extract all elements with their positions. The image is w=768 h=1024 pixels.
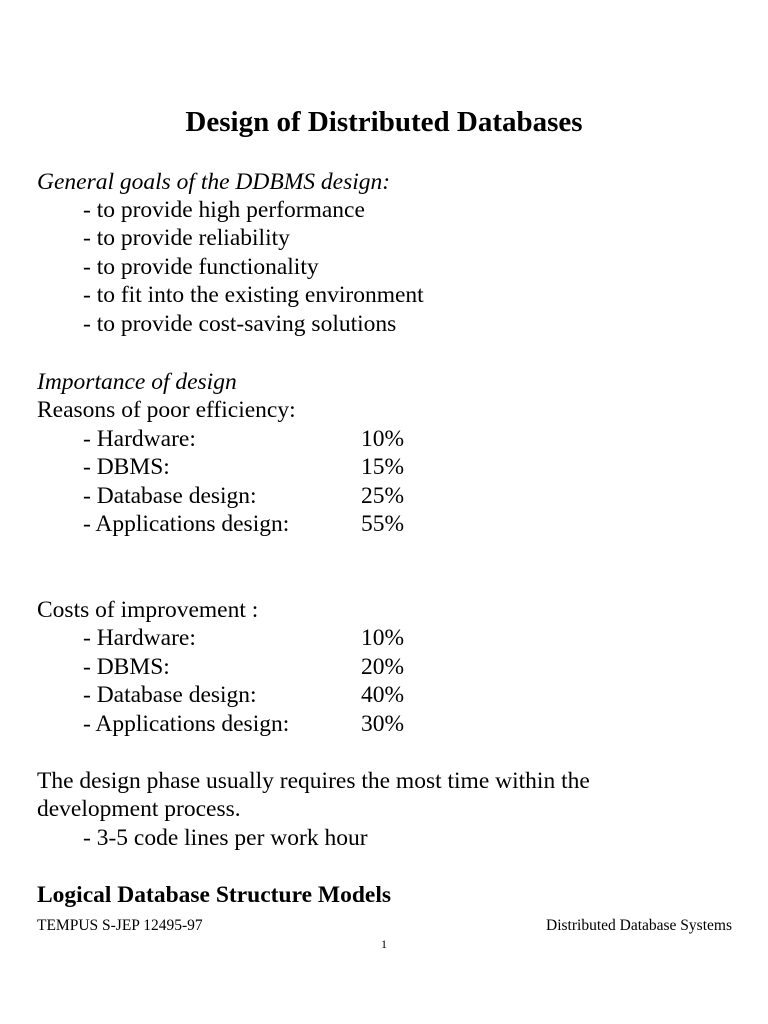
cost-row-label: - DBMS: <box>83 654 170 680</box>
goal-item: - to provide functionality <box>83 254 319 280</box>
efficiency-row-label: - DBMS: <box>83 454 170 480</box>
costs-heading: Costs of improvement : <box>37 597 259 623</box>
efficiency-row-label: - Database design: <box>83 483 257 509</box>
design-phase-text: development process. <box>37 796 241 822</box>
page-number: 1 <box>381 937 387 951</box>
efficiency-row-label: - Hardware: <box>83 426 196 452</box>
cost-row-value: 10% <box>361 625 405 651</box>
cost-row-value: 40% <box>361 682 405 708</box>
importance-subheading: Reasons of poor efficiency: <box>37 397 296 423</box>
cost-row-label: - Applications design: <box>83 711 290 737</box>
goal-item: - to fit into the existing environment <box>83 282 424 308</box>
efficiency-row-value: 25% <box>361 483 405 509</box>
page-title: Design of Distributed Databases <box>185 106 583 138</box>
goal-item: - to provide cost-saving solutions <box>83 311 397 337</box>
goal-item: - to provide reliability <box>83 225 290 251</box>
efficiency-row-value: 55% <box>361 511 405 537</box>
section-heading: Logical Database Structure Models <box>37 882 391 908</box>
goals-heading: General goals of the DDBMS design: <box>37 169 391 195</box>
importance-heading: Importance of design <box>37 369 237 395</box>
efficiency-row-label: - Applications design: <box>83 511 290 537</box>
goal-item: - to provide high performance <box>83 197 365 223</box>
cost-row-value: 20% <box>361 654 405 680</box>
cost-row-label: - Hardware: <box>83 625 196 651</box>
efficiency-row-value: 15% <box>361 454 405 480</box>
efficiency-row-value: 10% <box>361 426 405 452</box>
cost-row-value: 30% <box>361 711 405 737</box>
footer-right: Distributed Database Systems <box>546 917 732 934</box>
design-phase-text: The design phase usually requires the most time within the <box>37 768 590 794</box>
design-phase-bullet: - 3-5 code lines per work hour <box>83 825 368 851</box>
footer-left: TEMPUS S-JEP 12495-97 <box>37 917 203 934</box>
cost-row-label: - Database design: <box>83 682 257 708</box>
